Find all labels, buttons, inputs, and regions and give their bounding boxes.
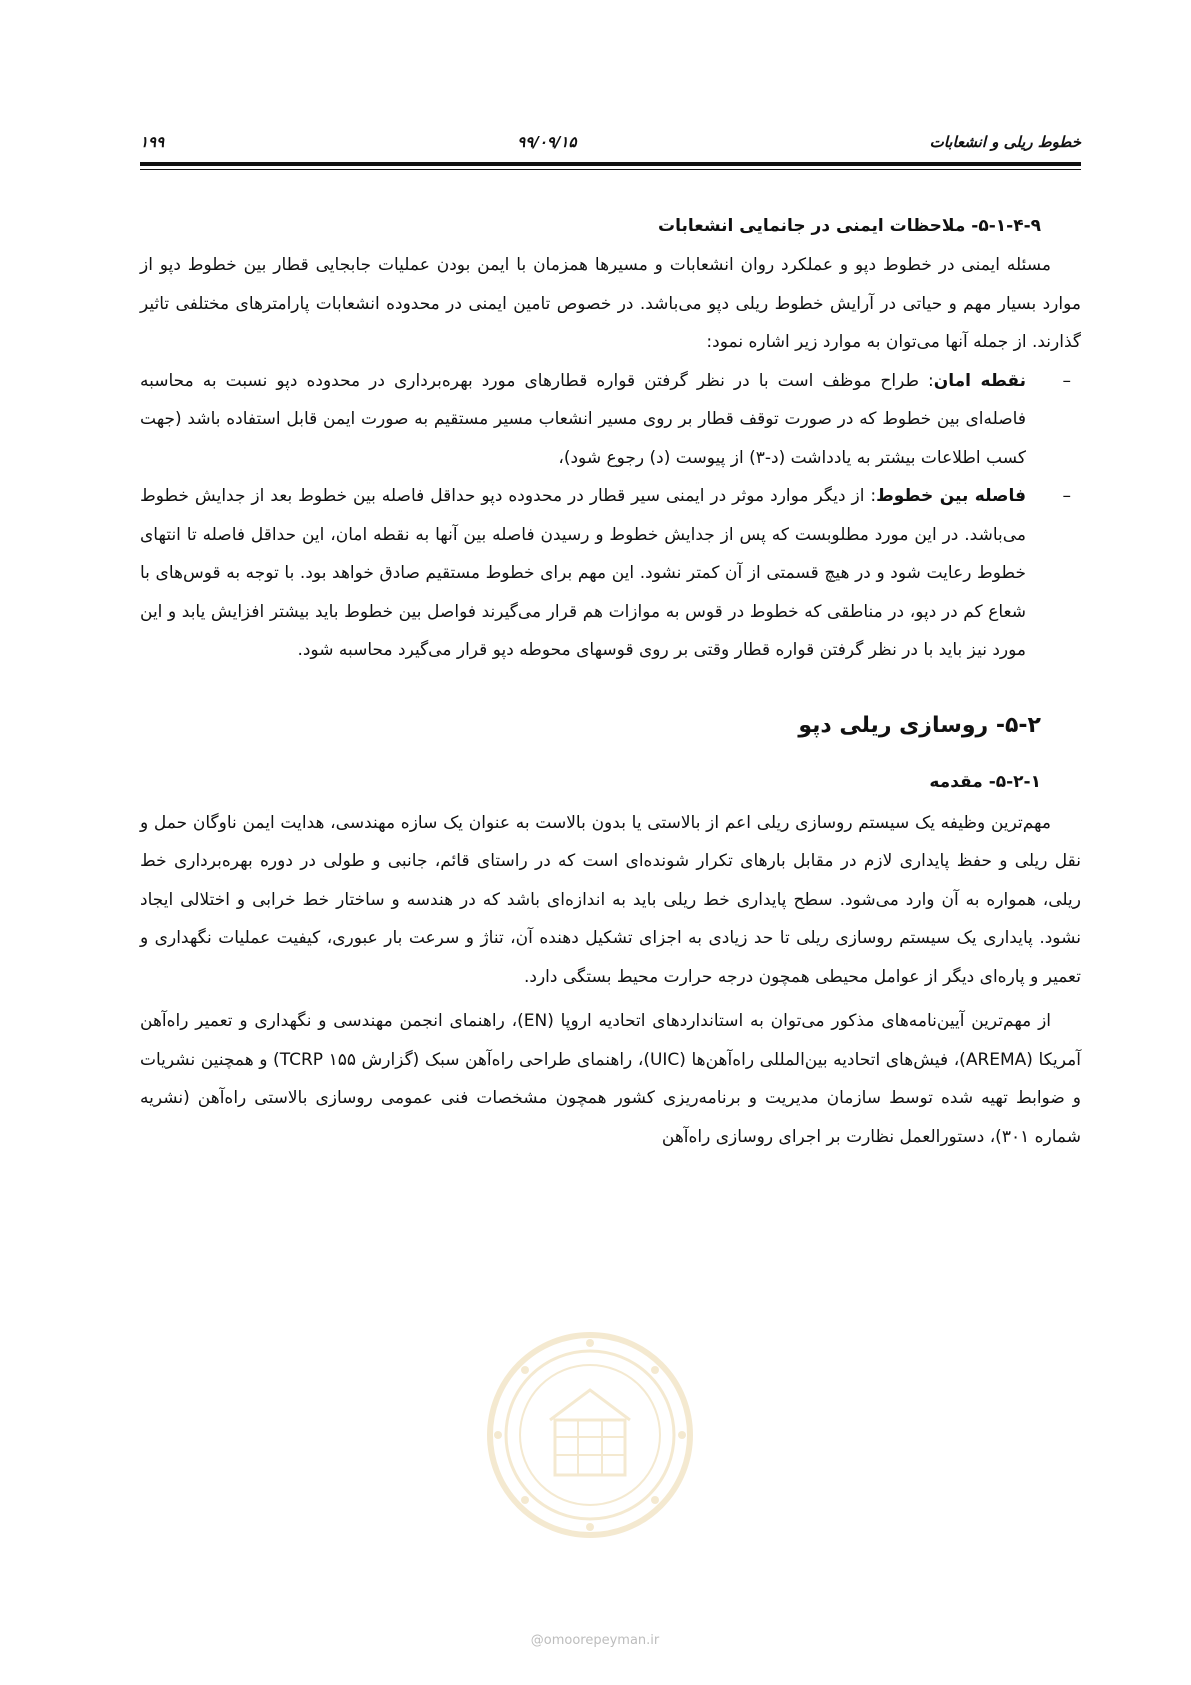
- safety-bullet-list: [140, 362, 1081, 670]
- paragraph-safety-intro: مسئله ایمنی در خطوط دپو و عملکرد روان انشعابات و مسیرها همزمان با ایمن بودن عملیات جابجایی قطار بین خطوط دپو از موارد بسیار مهم و حیاتی در آرایش خطوط ریلی دپو می‌باشد. در خصوص تامین ایمنی در محدوده انشعابات پارامترهای مختلفی تاثیر گذارند. از جمله آنها می‌توان به موارد زیر اشاره نمود:: [140, 255, 1081, 352]
- bullet-text: : طراح موظف است با در نظر گرفتن قواره قطارهای مورد بهره‌برداری در محدوده دپو نسبت به محاسبه فاصله‌ای بین خطوط که در صورت توقف قطار بر روی مسیر انشعاب مسیر مستقیم به صورت ایمن قابل استفاده باشد (جهت کسب اطلاعات بیشتر به یادداشت (د-۳) از پیوست (د) رجوع شود)،: [140, 370, 1026, 468]
- bullet-item: [140, 477, 1081, 670]
- bullet-term: فاصله بین خطوط: [876, 486, 1026, 506]
- watermark-text: @omoorepeyman.ir: [530, 1633, 660, 1648]
- bullet-term: نقطه امان: [933, 370, 1027, 391]
- subsection-heading-intro: ۵-۲-۱- مقدمه: [929, 771, 1041, 792]
- page-number: ۱۹۹: [140, 133, 165, 151]
- page-header: [140, 128, 1081, 156]
- paragraph-track-1: مهم‌ترین وظیفه یک سیستم روسازی ریلی اعم از بالاستی یا بدون بالاست به عنوان یک سازه مهندسی، هدایت ایمن ناوگان حمل و نقل ریلی و حفظ پایداری لازم در مقابل بارهای تکرار شونده‌ای است که در راستای قائم، جانبی و طولی در دوره بهره‌برداری خط ریلی، همواره به آن وارد می‌شود. سطح پایداری خط ریلی باید به اندازه‌ای باشد که در هندسه و ساختار خط خرابی و اختلالی ایجاد نشود. پایداری یک سیستم روسازی ریلی تا حد زیادی به اجزای تشکیل دهنده آن، تناژ و سرعت بار عبوری، کیفیت عملیات نگهداری و تعمیر و پاره‌ای دیگر از عوامل محیطی همچون درجه حرارت محیط بستگی دارد.: [140, 812, 1081, 987]
- section-heading-track: ۵-۲- روسازی ریلی دپو: [798, 712, 1041, 738]
- bullet-item: [140, 362, 1081, 478]
- header-rule-thin: [140, 169, 1081, 170]
- section-heading-safety: ۵-۱-۴-۹- ملاحظات ایمنی در جانمایی انشعابات: [657, 216, 1041, 236]
- bullet-dash: –: [1062, 370, 1071, 391]
- watermark-seal-icon: [480, 1325, 700, 1545]
- header-title: خطوط ریلی و انشعابات: [929, 133, 1081, 151]
- header-rule-thick: [140, 162, 1081, 166]
- bullet-text: : از دیگر موارد موثر در ایمنی سیر قطار در محدوده دپو حداقل فاصله بین خطوط بعد از جدایش خطوط می‌باشد. در این مورد مطلوبست که پس از جدایش خطوط و رسیدن فاصله بین آنها به نقطه امان، این حداقل فاصله تا انتهای خطوط رعایت شود و در هیچ قسمتی از آن کمتر نشود. این مهم برای خطوط مستقیم صادق خواهد بود. با توجه به قوس‌های با شعاع کم در دپو، در مناطقی که خطوط در قوس به موازات هم قرار می‌گیرند فواصل بین خطوط باید بیشتر افزایش یابد و این مورد نیز باید با در نظر گرفتن قواره قطار وقتی بر روی قوسهای محوطه دپو قرار می‌گیرد محاسبه شود.: [140, 486, 1026, 660]
- header-date: ۹۹/۰۹/۱۵: [517, 133, 577, 151]
- bullet-dash: –: [1062, 486, 1071, 506]
- page-content: [140, 212, 1081, 1156]
- paragraph-track-2: از مهم‌ترین آیین‌نامه‌های مذکور می‌توان به استانداردهای اتحادیه اروپا (EN)، راهنمای انجمن مهندسی و نگهداری و تعمیر راه‌آهن آمریکا (AREMA)، فیش‌های اتحادیه بین‌المللی راه‌آهن‌ها (UIC)، راهنمای طراحی راه‌آهن سبک (گزارش TCRP ۱۵۵) و همچنین نشریات و ضوابط تهیه شده توسط سازمان مدیریت و برنامه‌ریزی کشور همچون مشخصات فنی عمومی روسازی بالاستی راه‌آهن (نشریه شماره ۳۰۱)، دستورالعمل نظارت بر اجرای روسازی راه‌آهن: [140, 1011, 1081, 1147]
